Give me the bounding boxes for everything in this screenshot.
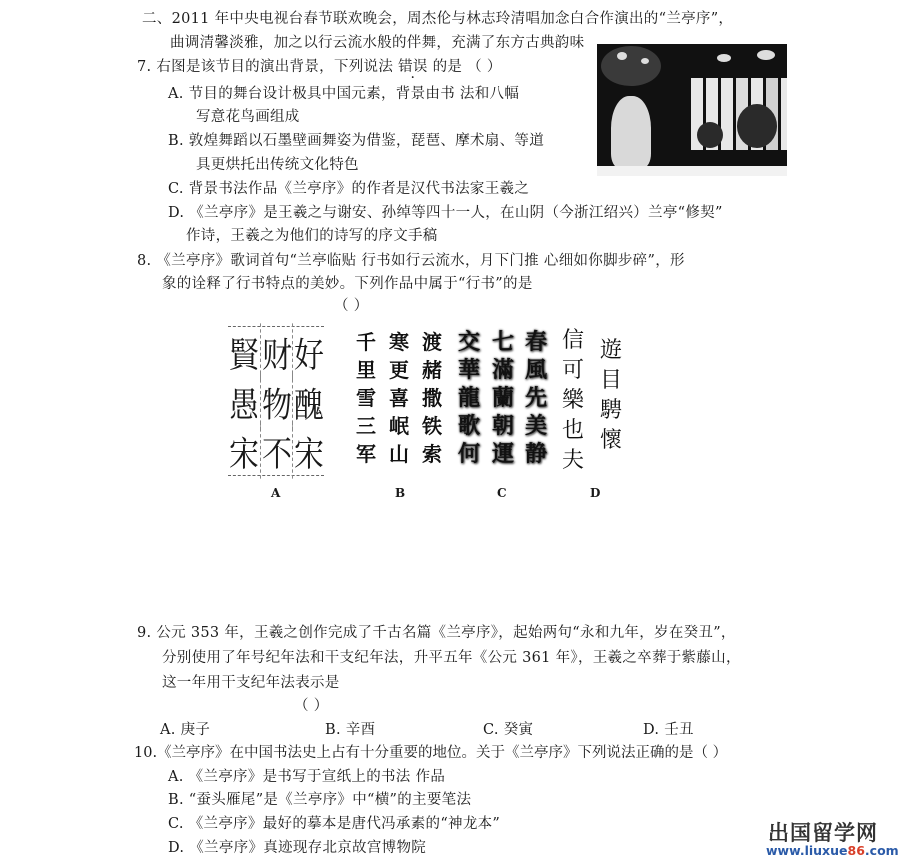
section-heading-line2: 曲调清馨淡雅，加之以行云流水般的伴舞，充满了东方古典韵味 xyxy=(170,35,585,51)
q9-option-d[interactable]: D. 壬丑 xyxy=(643,722,694,738)
q10-option-c[interactable]: C. 《兰亭序》最好的摹本是唐代冯承素的“神龙本” xyxy=(168,816,501,832)
q9-option-b[interactable]: B. 辛酉 xyxy=(325,722,376,738)
question-9-stem-cont1: 分别使用了年号纪年法和干支纪年法，升平五年《公元 361 年》，王羲之卒葬于紫藤山， xyxy=(162,650,741,666)
watermark-site-name: 出国留学网 xyxy=(768,821,878,845)
question-8-stem-cont: 象的诠释了行书特点的美妙。下列作品中属于“行书”的是 xyxy=(162,276,533,292)
q9-option-c[interactable]: C. 癸寅 xyxy=(483,722,534,738)
panel-label-c: C xyxy=(497,486,507,500)
question-number: 7. xyxy=(137,59,152,75)
question-number: 9. xyxy=(137,625,152,641)
q10-option-d[interactable]: D. 《兰亭序》真迹现存北京故宫博物院 xyxy=(168,840,427,856)
q10-option-a[interactable]: A. 《兰亭序》是书写于宣纸上的书法 作品 xyxy=(168,769,446,785)
q7-option-a[interactable]: A. 节目的舞台设计极具中国元素，背景由书 法和八幅 xyxy=(168,86,520,102)
panel-label-b: B xyxy=(395,486,406,500)
previous-options-cutoff xyxy=(140,0,760,4)
q7-option-a-cont: 写意花鸟画组成 xyxy=(196,109,300,125)
question-9-stem-cont2: 这一年用干支纪年法表示是 xyxy=(162,675,340,691)
calligraphy-panel-d[interactable]: 遊 目 騁 懷 信 可 樂 也 夫 xyxy=(562,328,623,473)
question-10-stem: 10.《兰亭序》在中国书法史上占有十分重要的地位。关于《兰亭序》下列说法正确的是（ ） xyxy=(134,745,728,761)
question-number: 10. xyxy=(134,745,158,761)
q9-answer-paren[interactable]: （ ） xyxy=(294,698,329,714)
panel-label-a: A xyxy=(271,486,281,500)
q7-option-b-cont: 具更烘托出传统文化特色 xyxy=(196,157,359,173)
question-7-stem: 7. 右图是该节目的演出背景，下列说法 错误 的是 （ ） xyxy=(137,59,502,75)
site-watermark[interactable] xyxy=(766,821,899,858)
calligraphy-panel-a[interactable]: 好 醜 宋 财 物 不 賢 愚 宋 xyxy=(228,326,324,476)
question-8-stem: 8. 《兰亭序》歌词首句“兰亭临贴 行书如行云流水，月下门推 心细如你脚步碎”，形 xyxy=(137,253,685,269)
watermark-url: www.liuxue86.com xyxy=(766,843,899,858)
q7-option-d[interactable]: D. 《兰亭序》是王羲之与谢安、孙绰等四十一人，在山阴（今浙江绍兴）兰亭“修契” xyxy=(168,205,723,221)
section-heading-line1: 二、2011 年中央电视台春节联欢晚会，周杰伦与林志玲清唱加念白合作演出的“兰亭序”， xyxy=(142,11,734,27)
panel-label-d: D xyxy=(590,486,601,500)
q7-option-b[interactable]: B. 敦煌舞蹈以石墨壁画舞姿为借鉴，琵琶、摩术扇、等道 xyxy=(168,133,544,149)
calligraphy-panel-c[interactable]: 春 風 先 美 静 七 滿 蘭 朝 運 交 華 龍 歌 何 xyxy=(458,329,548,467)
emphasis-wrong: 错误 xyxy=(398,59,428,75)
stage-background-photo xyxy=(597,44,787,176)
q7-option-c[interactable]: C. 背景书法作品《兰亭序》的作者是汉代书法家王羲之 xyxy=(168,181,530,197)
calligraphy-panel-b[interactable]: 渡 赭 撒 铁 索 寒 更 喜 岷 山 千 里 雪 三 军 xyxy=(356,330,442,466)
question-number: 8. xyxy=(137,253,152,269)
q10-option-b[interactable]: B. “蚕头雁尾”是《兰亭序》中“横”的主要笔法 xyxy=(168,792,472,808)
q9-option-a[interactable]: A. 庚子 xyxy=(160,722,211,738)
q8-answer-paren[interactable]: （ ） xyxy=(334,298,369,314)
q7-option-d-cont: 作诗，王羲之为他们的诗写的序文手稿 xyxy=(186,228,438,244)
dancer-figure xyxy=(611,96,651,168)
question-9-stem: 9. 公元 353 年，王羲之创作完成了千古名篇《兰亭序》，起始两句“永和九年，岁在癸丑”， xyxy=(137,625,736,641)
